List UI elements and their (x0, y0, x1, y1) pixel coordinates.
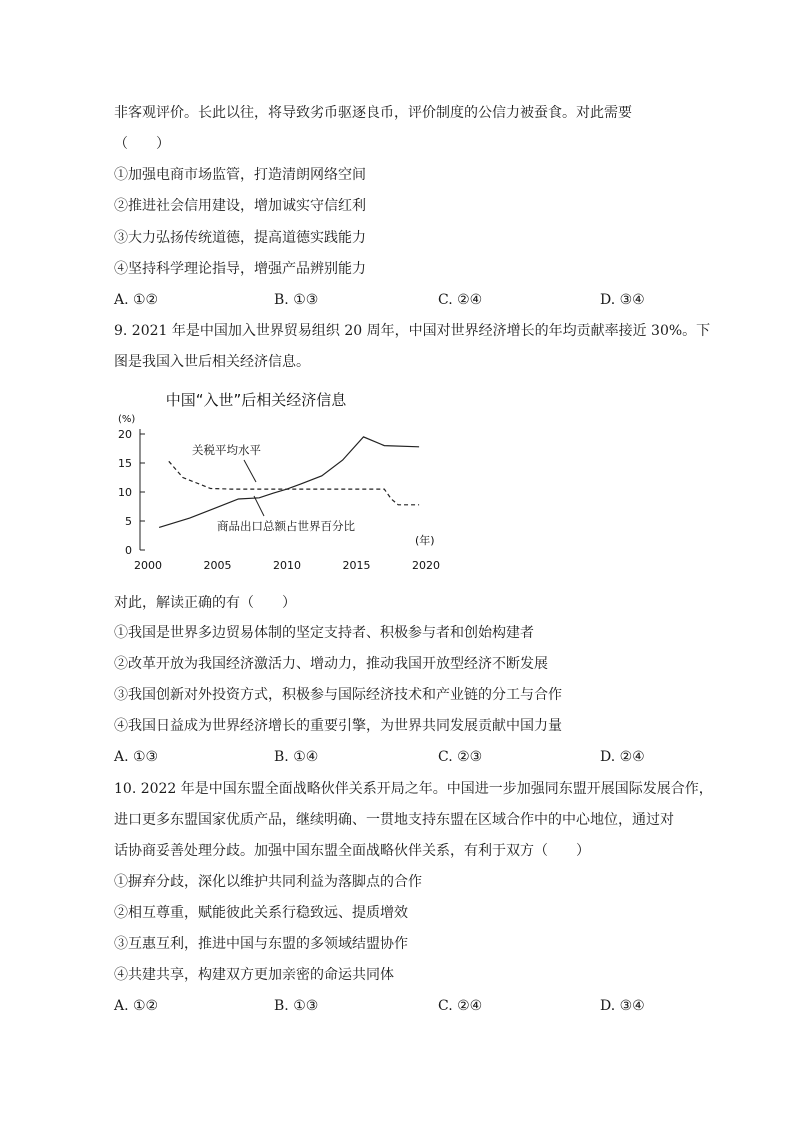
series-label-export: 商品出口总额占世界百分比 (217, 519, 355, 533)
q9-item-3: ③我国创新对外投资方式，积极参与国际经济技术和产业链的分工与合作 (114, 687, 562, 703)
q10-item-4: ④共建共享，构建双方更加亲密的命运共同体 (114, 967, 394, 983)
q10-stem-line-2: 进口更多东盟国家优质产品，继续明确、一贯地支持东盟在区域合作中的中心地位，通过对 (114, 812, 674, 828)
q10-item-1: ①摒弃分歧，深化以维护共同利益为落脚点的合作 (114, 874, 422, 890)
series-label-tariff-pointer (244, 460, 256, 482)
q9-stem-line-2: 图是我国入世后相关经济信息。 (114, 354, 310, 370)
q9-stem-line-1: 9. 2021 年是中国加入世界贸易组织 20 周年，中国对世界经济增长的年均贡献率接近 30%。下 (114, 323, 711, 339)
series-label-tariff: 关税平均水平 (192, 443, 261, 457)
q10-option-a: A. ①② (114, 998, 159, 1014)
y-axis-ticks (118, 428, 145, 557)
x-tick-label: 2010 (273, 559, 301, 572)
q8-item-2: ②推进社会信用建设，增加诚实守信红利 (114, 198, 366, 214)
q10-option-c: C. ②④ (438, 998, 483, 1014)
q9-option-a: A. ①③ (114, 749, 159, 765)
q9-option-d: D. ②④ (600, 749, 645, 765)
chart-y-unit-label: (%) (118, 414, 136, 425)
q10-option-d: D. ③④ (600, 998, 645, 1014)
chart-title: 中国“入世”后相关经济信息 (165, 391, 347, 409)
q9-prompt: 对此，解读正确的有（ ） (114, 595, 296, 611)
tariff-average-line (169, 461, 419, 505)
x-tick-label: 2000 (134, 559, 162, 572)
series-label-export-pointer (254, 496, 264, 516)
q8-options (114, 291, 674, 309)
q10-item-3: ③互惠互利，推进中国与东盟的多领域结盟协作 (114, 936, 408, 952)
q9-item-2: ②改革开放为我国经济激活力、增动力，推动我国开放型经济不断发展 (114, 656, 548, 672)
q10-stem-line-3: 话协商妥善处理分歧。加强中国东盟全面战略伙伴关系，有利于双方（ ） (114, 843, 590, 859)
q8-item-3: ③大力弘扬传统道德，提高道德实践能力 (114, 230, 366, 246)
q9-options (114, 748, 674, 766)
q9-item-4: ④我国日益成为世界经济增长的重要引擎，为世界共同发展贡献中国力量 (114, 718, 562, 734)
x-tick-label: 2005 (203, 559, 232, 572)
y-tick-label: 5 (125, 515, 132, 528)
q8-option-a: A. ①② (114, 292, 159, 308)
y-tick-label: 0 (125, 544, 132, 557)
q8-option-d: D. ③④ (600, 292, 645, 308)
q10-option-b: B. ①③ (274, 998, 319, 1014)
chart-x-unit-label: (年) (415, 534, 435, 547)
q9-item-1: ①我国是世界多边贸易体制的坚定支持者、积极参与者和创始构建者 (114, 625, 534, 641)
q10-options (114, 997, 674, 1015)
q10-stem-line-1: 10. 2022 年是中国东盟全面战略伙伴关系开局之年。中国进一步加强同东盟开展国际发展合作， (114, 781, 713, 797)
x-tick-label: 2015 (342, 559, 371, 572)
x-tick-label: 2020 (412, 559, 440, 572)
q9-option-c: C. ②③ (438, 749, 483, 765)
q10-item-2: ②相互尊重，赋能彼此关系行稳致远、提质增效 (114, 905, 408, 921)
economic-info-chart (110, 384, 450, 574)
q8-option-b: B. ①③ (274, 292, 319, 308)
q8-stem: 非客观评价。长此以往，将导致劣币驱逐良币，评价制度的公信力被蚕食。对此需要 (114, 105, 632, 121)
q8-item-1: ①加强电商市场监管，打造清朗网络空间 (114, 167, 366, 183)
q9-option-b: B. ①④ (274, 749, 319, 765)
y-tick-label: 15 (118, 457, 132, 470)
q8-item-4: ④坚持科学理论指导，增强产品辨别能力 (114, 261, 366, 277)
x-axis-ticks (134, 559, 440, 572)
y-tick-label: 10 (118, 486, 132, 499)
y-tick-label: 20 (118, 428, 132, 441)
q8-option-c: C. ②④ (438, 292, 483, 308)
q8-answer-blank: （ ） (114, 136, 170, 152)
